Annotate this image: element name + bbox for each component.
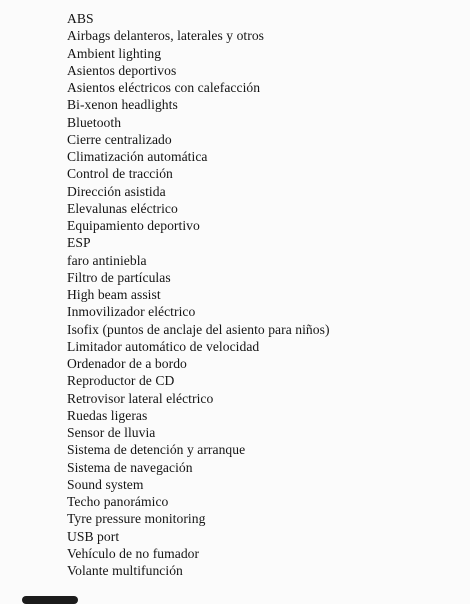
list-item: Sistema de detención y arranque (67, 442, 246, 458)
list-item: Cierre centralizado (67, 131, 172, 147)
list-item: Vehículo de no fumador (67, 545, 200, 561)
list-item: Sensor de lluvia (67, 425, 156, 440)
list-item: Bluetooth (67, 114, 122, 130)
list-item: Airbags delanteros, laterales y otros (67, 28, 265, 44)
list-item: Isofix (puntos de anclaje del asiento para niños) (67, 321, 330, 337)
list-item: High beam assist (67, 287, 161, 302)
list-item: USB port (67, 528, 120, 544)
list-item: Techo panorámico (67, 494, 169, 509)
list-item: Ordenador de a bordo (67, 356, 187, 371)
list-item: Filtro de partículas (67, 269, 171, 285)
list-item: Climatización automática (67, 149, 208, 164)
scroll-handle[interactable] (22, 596, 78, 604)
list-item: Control de tracción (67, 166, 173, 182)
list-item: Asientos eléctricos con calefacción (67, 80, 261, 95)
list-item: Ruedas ligeras (67, 407, 148, 423)
list-item: Sistema de navegación (67, 459, 193, 475)
list-item: Bi-xenon headlights (67, 97, 178, 113)
list-item: Sound system (67, 476, 144, 492)
list-item: ESP (67, 235, 91, 251)
list-item: Ambient lighting (67, 45, 162, 61)
list-item: Reproductor de CD (67, 373, 175, 389)
list-item: Limitador automático de velocidad (67, 338, 260, 354)
list-item: faro antiniebla (67, 252, 147, 268)
list-item: Retrovisor lateral eléctrico (67, 390, 214, 406)
list-item: Equipamiento deportivo (67, 218, 200, 233)
list-item: ABS (67, 11, 94, 26)
feature-list (67, 10, 330, 579)
list-item: Volante multifunción (67, 563, 183, 578)
list-item: Dirección asistida (67, 183, 166, 199)
list-item: Tyre pressure monitoring (67, 511, 206, 527)
list-item: Inmovilizador eléctrico (67, 304, 196, 320)
list-item: Asientos deportivos (67, 62, 177, 78)
list-item: Elevalunas eléctrico (67, 200, 178, 216)
